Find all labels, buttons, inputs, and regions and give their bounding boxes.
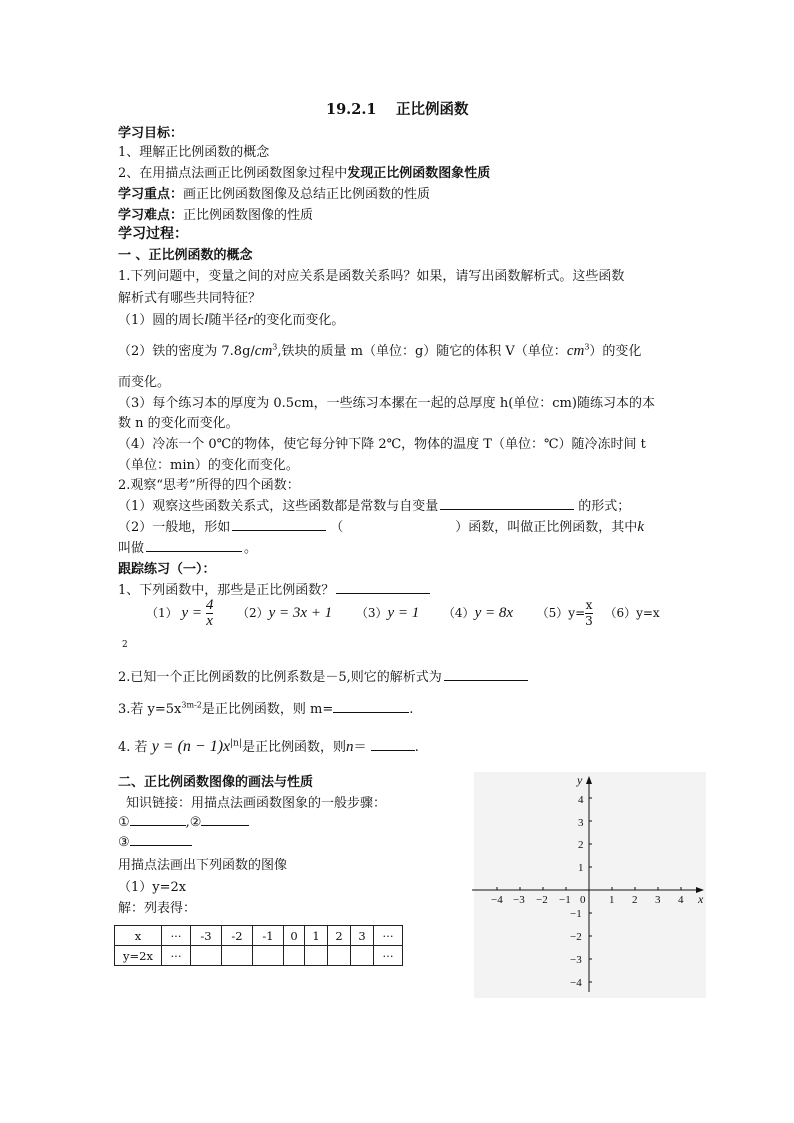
option6-exponent: 2 — [122, 640, 128, 650]
table-cell: 0 — [284, 926, 305, 946]
coordinate-plane — [468, 772, 712, 998]
table-cell: x — [115, 926, 162, 946]
table-cell: 1 — [305, 926, 328, 946]
x-axis-label: x — [698, 892, 704, 906]
q2-part2: （2）一般地，形如 （ ）函数，叫做正比例函数，其中k — [118, 519, 644, 535]
x-tick-label: −3 — [513, 894, 525, 906]
steps-line1: ① ,② — [118, 813, 249, 830]
x-tick-label: −2 — [536, 894, 548, 906]
x-tick-label: 0 — [580, 894, 586, 906]
x-tick-label: −4 — [491, 894, 503, 906]
answer-blank[interactable] — [201, 813, 249, 826]
key-point: 学习重点：画正比例函数图像及总结正比例函数的性质 — [118, 187, 431, 202]
steps-line2: ③ — [118, 833, 192, 850]
y-tick-label: 4 — [578, 794, 584, 806]
table-cell: ··· — [374, 926, 403, 946]
y-tick-label: 2 — [578, 839, 584, 851]
function-label: （1）y=2x — [118, 880, 187, 895]
answer-blank[interactable] — [232, 518, 326, 531]
y-tick-label: 3 — [578, 817, 584, 829]
problem-3-line2: 数 n 的变化而变化。 — [118, 416, 239, 431]
problem-2-line1: （2）铁的密度为 $7.8g/cm^3$,铁块的质量 m（单位：g）随它的体积 V（单位：$cm^3$）的变化 — [118, 342, 642, 359]
y-tick-label: −1 — [570, 908, 582, 920]
practice-options: （1） y = $\frac{4}{x}$ （2）y = 3x + 1 （3）y = 1 （4）y = 8x （5）y= $\frac{x}{3}$ （6）y=x — [146, 597, 660, 629]
table-cell: ··· — [374, 946, 403, 966]
table-cell[interactable] — [191, 946, 222, 966]
practice-heading: 跟踪练习（一）： — [118, 562, 216, 577]
table-cell[interactable] — [305, 946, 328, 966]
difficulty: 学习难点：正比例函数图像的性质 — [118, 208, 314, 223]
knowledge-link: 知识链接：用描点法画函数图象的一般步骤： — [126, 796, 387, 811]
process-heading: 学习过程： — [118, 226, 188, 242]
x-tick-label: 3 — [655, 894, 661, 906]
table-cell[interactable] — [222, 946, 253, 966]
goals-heading: 学习目标： — [118, 126, 184, 141]
x-tick-label: −1 — [559, 894, 571, 906]
problem-3-line1: （3）每个练习本的厚度为 0.5cm，一些练习本摞在一起的总厚度 h(单位：cm)随练习本的本 — [118, 396, 655, 411]
table-cell[interactable] — [328, 946, 351, 966]
graph-background — [474, 772, 706, 998]
table-cell: 3 — [351, 926, 374, 946]
y-axis-label: y — [577, 773, 583, 787]
table-cell[interactable] — [253, 946, 284, 966]
q2-part1: （1）观察这些函数关系式，这些函数都是常数与自变量 的形式； — [118, 499, 631, 514]
table-cell: ··· — [162, 926, 191, 946]
value-table — [114, 925, 403, 966]
answer-blank[interactable] — [146, 539, 242, 552]
table-cell: -1 — [253, 926, 284, 946]
practice-q4: 4. 若 $y = (n - 1)x^{|n|}$是正比例函数，则n＝ . — [118, 738, 419, 755]
goal-item-2: 2、在用描点法画正比例函数图象过程中发现正比例函数图象性质 — [118, 166, 491, 181]
practice-q2: 2.已知一个正比例函数的比例系数是－5,则它的解析式为 — [118, 666, 528, 685]
table-cell: -3 — [191, 926, 222, 946]
q1-line1: 1.下列问题中，变量之间的对应关系是函数关系吗？如果，请写出函数解析式。这些函数 — [118, 269, 625, 284]
answer-blank[interactable] — [440, 497, 574, 510]
problem-4-line1: （4）冷冻一个 0℃的物体，使它每分钟下降 2℃，物体的温度 T（单位：℃）随冷冻时间 t — [118, 437, 646, 452]
section2-heading: 二、正比例函数图像的画法与性质 — [118, 775, 314, 790]
y-tick-label: −2 — [570, 931, 582, 943]
y-tick-label: 1 — [578, 862, 584, 874]
answer-blank[interactable] — [130, 813, 186, 826]
q2-part3: 叫做 。 — [118, 541, 258, 556]
table-row — [115, 946, 403, 966]
answer-blank[interactable] — [336, 581, 430, 594]
table-cell: y=2x — [115, 946, 162, 966]
table-cell[interactable] — [351, 946, 374, 966]
answer-blank[interactable] — [371, 738, 415, 751]
answer-blank[interactable] — [333, 700, 409, 713]
y-tick-label: −3 — [570, 954, 582, 966]
answer-blank[interactable] — [444, 668, 528, 681]
y-tick-label: −4 — [570, 977, 582, 989]
table-cell: -2 — [222, 926, 253, 946]
practice-q3: 3.若 $y=5x^{3m-2}$是正比例函数，则 m= . — [118, 700, 414, 717]
x-tick-label: 2 — [632, 894, 638, 906]
solution-label: 解：列表得： — [118, 901, 197, 916]
table-cell: ··· — [162, 946, 191, 966]
answer-blank[interactable] — [130, 833, 192, 846]
q2-heading: 2.观察“思考”所得的四个函数： — [118, 478, 300, 493]
problem-1: （1）圆的周长l随半径r的变化而变化。 — [118, 312, 345, 328]
page-title: 19.2.1 正比例函数 — [326, 101, 469, 118]
draw-instruction: 用描点法画出下列函数的图像 — [118, 858, 288, 873]
problem-2-line2: 而变化。 — [118, 375, 171, 390]
table-cell: 2 — [328, 926, 351, 946]
x-tick-label: 1 — [609, 894, 615, 906]
x-tick-label: 4 — [678, 894, 684, 906]
problem-4-line2: （单位：min）的变化而变化。 — [118, 458, 299, 473]
section1-heading: 一 、正比例函数的概念 — [118, 248, 253, 263]
table-row — [115, 926, 403, 946]
practice-q1: 1、下列函数中，那些是正比例函数？ — [118, 579, 430, 598]
goal-item-1: 1、理解正比例函数的概念 — [118, 145, 270, 160]
q1-line2: 解析式有哪些共同特征？ — [118, 291, 262, 306]
table-cell[interactable] — [284, 946, 305, 966]
